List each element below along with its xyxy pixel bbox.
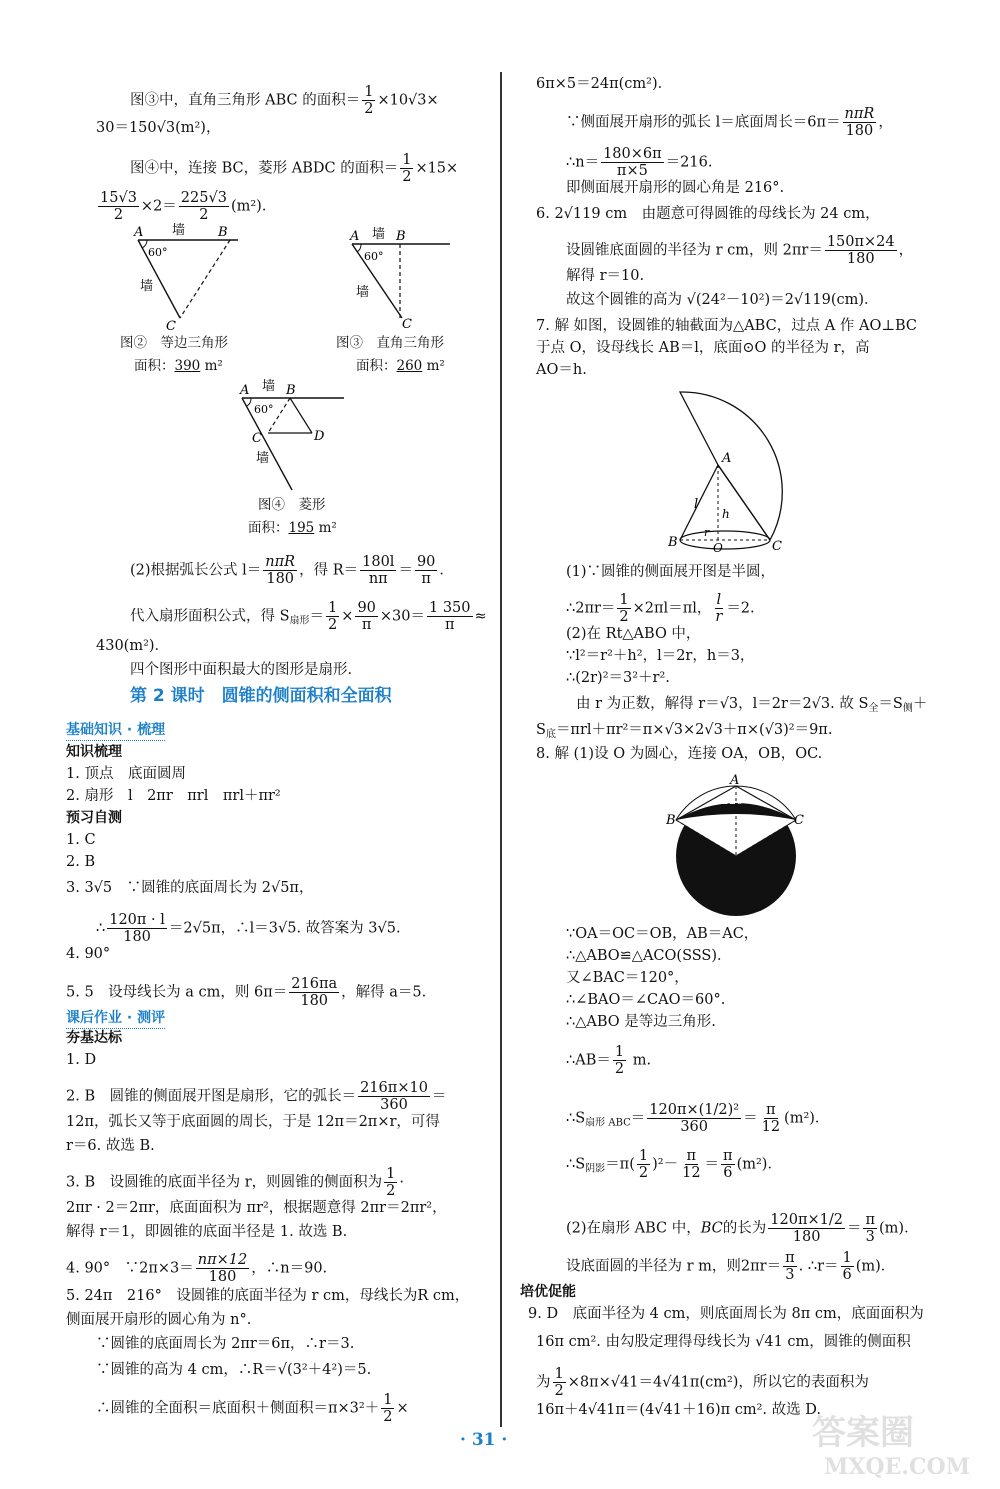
svg-text:墙: 墙 xyxy=(356,285,370,300)
text-line: AO＝h. xyxy=(536,362,587,378)
heading-advanced: 培优促能 xyxy=(520,1284,576,1300)
text-line: ∴2πr＝ $\frac{1}{2}$ ×2πl＝πl， $\frac{l}{r}$ ＝2. xyxy=(566,592,755,625)
text-line: 1. D xyxy=(66,1052,97,1068)
text-line: 3. 3√5 ∵圆锥的底面周长为 2√5π， xyxy=(66,880,314,896)
text-line: (2)在 Rt△ABO 中， xyxy=(566,626,701,642)
page-number: · 31 · xyxy=(460,1430,508,1450)
svg-text:墙: 墙 xyxy=(172,223,186,238)
svg-text:C: C xyxy=(166,319,176,332)
text-line: 解得 r＝10. xyxy=(566,268,645,284)
text-line: 4. 90° xyxy=(66,946,111,962)
heading-basic: 基础知识 · 梳理 xyxy=(66,720,165,741)
watermark-logo xyxy=(808,1400,988,1480)
figure-circle-sector xyxy=(666,772,806,922)
text-line: 图③中，直角三角形 ABC 的面积＝ $\frac{1}{2}$ ×10√3× xyxy=(130,84,439,117)
svg-text:60°: 60° xyxy=(364,250,384,263)
text-line: ∵侧面展开扇形的弧长 l＝底面周长＝6π＝ nπR 180 ， xyxy=(566,106,893,139)
svg-text:A: A xyxy=(722,451,732,466)
svg-text:B: B xyxy=(286,383,296,398)
text-line: ∴△ABO 是等边三角形. xyxy=(566,1014,716,1030)
svg-text:h: h xyxy=(722,507,730,521)
heading-after: 课后作业 · 测评 xyxy=(66,1008,165,1029)
text-line: ∴△ABO≌△ACO(SSS)． xyxy=(566,948,732,964)
svg-text:C: C xyxy=(772,539,782,554)
svg-text:O: O xyxy=(713,541,723,555)
text-line: (1)∵圆锥的侧面展开图是半圆， xyxy=(566,564,776,580)
text-line: 8. 解 (1)设 O 为圆心，连接 OA，OB，OC. xyxy=(536,746,823,762)
svg-text:B: B xyxy=(218,225,228,240)
text-line: ∵l²＝r²＋h²，l＝2r，h＝3， xyxy=(566,648,755,664)
svg-text:A: A xyxy=(134,225,144,240)
text-line: 16π＋4√41π＝(4√41＋16)π cm². 故选 D. xyxy=(536,1402,821,1418)
text-line: 4. 90° ∵2π×3＝ $\frac{n\pi\times 12}{180}$ ，∴n＝90. xyxy=(66,1252,328,1285)
text-line: (2)根据弧长公式 l＝ nπR 180 ，得 R＝ $\frac{180l}{n\pi}$ ＝ $\frac{90}{\pi}$ ． xyxy=(130,554,454,587)
text-line: 设底面圆的半径为 r m，则2πr＝ $\frac{\pi}{3}$ . ∴r＝ $\frac{1}{6}$ (m)． xyxy=(566,1250,896,1283)
figure-caption: 图② 等边三角形 xyxy=(120,335,228,351)
text-line: 故这个圆锥的高为 √(24²－10²)＝2√119(cm)． xyxy=(566,292,879,308)
text-line: 12π，弧长又等于底面圆的周长，于是 12π＝2π×r，可得 xyxy=(66,1114,440,1130)
text-line: 2. B 圆锥的侧面展开图是扇形，它的弧长＝ $\frac{216\pi\times 10}{360}$ ＝ xyxy=(66,1080,447,1113)
svg-text:墙: 墙 xyxy=(262,379,276,394)
text-line: 由 r 为正数，解得 r＝√3，l＝2r＝2√3. 故 $S_全=S_侧+$ xyxy=(576,696,928,714)
svg-text:C: C xyxy=(794,813,804,828)
text-line: ∴AB＝ $\frac{1}{2}$ m. xyxy=(566,1044,652,1077)
figure-cone-development xyxy=(668,380,818,560)
text-line: 即侧面展开扇形的圆心角是 216°. xyxy=(566,180,785,196)
text-line: 于点 O，设母线长 AB＝l，底面⊙O 的半径为 r，高 xyxy=(536,340,870,356)
text-line: 6. 2√119 cm 由题意可得圆锥的母线长为 24 cm， xyxy=(536,206,880,222)
text-line: r＝6. 故选 B. xyxy=(66,1138,155,1154)
text-line: 7. 解 如图，设圆锥的轴截面为△ABC，过点 A 作 AO⊥BC xyxy=(536,318,918,334)
text-line: ∴(2r)²＝3²＋r². xyxy=(566,670,670,686)
text-line: ∵OA＝OC＝OB，AB＝AC， xyxy=(566,926,759,942)
text-line: 5. 24π 216° 设圆锥的底面半径为 r cm，母线长为R cm， xyxy=(66,1288,470,1304)
text-line: ∴ $\frac{120\pi \cdot l}{180}$ ＝2√5π，∴l＝3√5. 故答案为 3√5. xyxy=(96,912,401,945)
text-line: 3. B 设圆锥的底面半径为 r，则圆锥的侧面积为 $\frac{1}{2}$ · xyxy=(66,1166,404,1199)
svg-text:C: C xyxy=(402,317,412,332)
figure-area: 面积：390 m² xyxy=(134,358,223,374)
text-line: 图④中，连接 BC，菱形 ABDC 的面积＝ $\frac{1}{2}$ ×15× xyxy=(130,152,459,185)
text-line: 2. B xyxy=(66,854,96,870)
svg-text:B: B xyxy=(396,229,406,244)
text-line: 2. 扇形 l 2πr πrl πrl＋πr² xyxy=(66,788,281,804)
figure-caption: 图④ 菱形 xyxy=(258,497,326,513)
text-line: ∴∠BAO＝∠CAO＝60°. xyxy=(566,992,726,1008)
svg-text:120°: 120° xyxy=(722,794,749,807)
svg-text:墙: 墙 xyxy=(256,451,270,466)
svg-text:B: B xyxy=(668,535,678,550)
text-line: 5. 5 设母线长为 a cm，则 6π＝ $\frac{216\pi a}{180}$ ，解得 a＝5. xyxy=(66,976,427,1009)
text-line: 30＝150√3(m²)， xyxy=(96,120,221,136)
text-line: ∴圆锥的全面积＝底面积＋侧面积＝π×3²＋ $\frac{1}{2}$ × xyxy=(96,1392,409,1425)
text-line: $\therefore S_{阴影}=\pi$( $\frac{1}{2}$ )²－ $\frac{\pi}{12}$ ＝ $\frac{\pi}{6}$ (m²)． xyxy=(566,1148,782,1181)
svg-text:60°: 60° xyxy=(148,246,168,259)
text-line: 1. C xyxy=(66,832,96,848)
figure-rhombus xyxy=(232,378,362,498)
figure-right-triangle xyxy=(340,222,460,332)
text-line: 2πr · 2＝2πr，底面面积为 πr²，根据题意得 2πr＝2πr²， xyxy=(66,1200,447,1216)
heading-base: 夯基达标 xyxy=(66,1030,122,1046)
svg-text:A: A xyxy=(240,383,250,398)
text-line: $S_底=\pi rl+\pi r^2=\pi\times√3\times 2√3+\pi\times(√3)^2=9\pi$. xyxy=(536,722,833,740)
svg-text:60°: 60° xyxy=(254,403,274,416)
figure-caption: 图③ 直角三角形 xyxy=(336,335,444,351)
svg-text:A: A xyxy=(730,773,740,788)
text-line: ∵圆锥的高为 4 cm，∴R＝√(3²＋4²)＝5. xyxy=(96,1362,372,1378)
column-divider xyxy=(500,72,502,1427)
text-line: 430(m²)． xyxy=(96,638,170,654)
svg-text:MXQE.COM: MXQE.COM xyxy=(824,1454,971,1480)
section-title: 第 2 课时 圆锥的侧面积和全面积 xyxy=(130,686,392,706)
figure-equilateral-triangle xyxy=(120,222,270,332)
text-line: 代入扇形面积公式，得 $S_{扇形}=$ $\frac{1}{2}$ × $\frac{90}{\pi}$ ×30＝ $\frac{1 350}{\pi}$ ≈ xyxy=(130,600,487,633)
text-line: 为 $\frac{1}{2}$ ×8π×√41＝4√41π(cm²)，所以它的表面积为 xyxy=(536,1366,869,1399)
text-line: 6π×5＝24π(cm²)． xyxy=(536,76,673,92)
figure-area: 面积：195 m² xyxy=(248,520,337,536)
heading-knowledge: 知识梳理 xyxy=(66,744,122,760)
text-line: 侧面展开扇形的圆心角为 n°. xyxy=(66,1312,252,1328)
text-line: 16π cm². 由勾股定理得母线长为 √41 cm，圆锥的侧面积 xyxy=(536,1334,911,1350)
text-line: ∵圆锥的底面周长为 2πr＝6π，∴r＝3. xyxy=(96,1336,355,1352)
heading-preview: 预习自测 xyxy=(66,810,122,826)
text-line: 1. 顶点 底面圆周 xyxy=(66,766,186,782)
svg-text:墙: 墙 xyxy=(140,279,154,294)
text-line: 四个图形中面积最大的图形是扇形． xyxy=(130,662,362,678)
text-line: (2)在扇形 ABC 中，BC的长为 $\frac{120\pi\times 1/2}{180}$ ＝ $\frac{\pi}{3}$ (m)． xyxy=(566,1212,919,1245)
text-line: ∴n＝ $\frac{180\times 6\pi}{\pi\times 5}$ ＝216. xyxy=(566,146,713,179)
text-line: 又∠BAC＝120°， xyxy=(566,970,689,986)
svg-text:A: A xyxy=(350,229,360,244)
text-line: $\therefore S_{扇形 ABC}=$ $\frac{\text{120π×(1/2)²}}{360}$ ＝ $\frac{\pi}{12}$ (m²)． xyxy=(566,1102,830,1135)
text-line: 设圆锥底面圆的半径为 r cm，则 2πr＝ $\frac{150\pi\times 24}{180}$ ， xyxy=(566,234,914,267)
svg-text:l: l xyxy=(694,497,699,512)
svg-text:C: C xyxy=(252,431,262,446)
text-line: 解得 r＝1，即圆锥的底面半径是 1. 故选 B. xyxy=(66,1224,348,1240)
svg-text:D: D xyxy=(314,429,325,444)
svg-text:B: B xyxy=(666,813,676,828)
figure-area: 面积：260 m² xyxy=(356,358,445,374)
svg-text:答案圈: 答案圈 xyxy=(812,1413,914,1453)
svg-text:r: r xyxy=(704,526,710,539)
svg-text:墙: 墙 xyxy=(372,227,386,242)
text-line: $\frac{15√3}{2}$ ×2＝ $\frac{225√3}{2}$ (m²)． xyxy=(100,190,277,223)
text-line: 9. D 底面半径为 4 cm，则底面周长为 8π cm，底面面积为 xyxy=(528,1306,924,1322)
